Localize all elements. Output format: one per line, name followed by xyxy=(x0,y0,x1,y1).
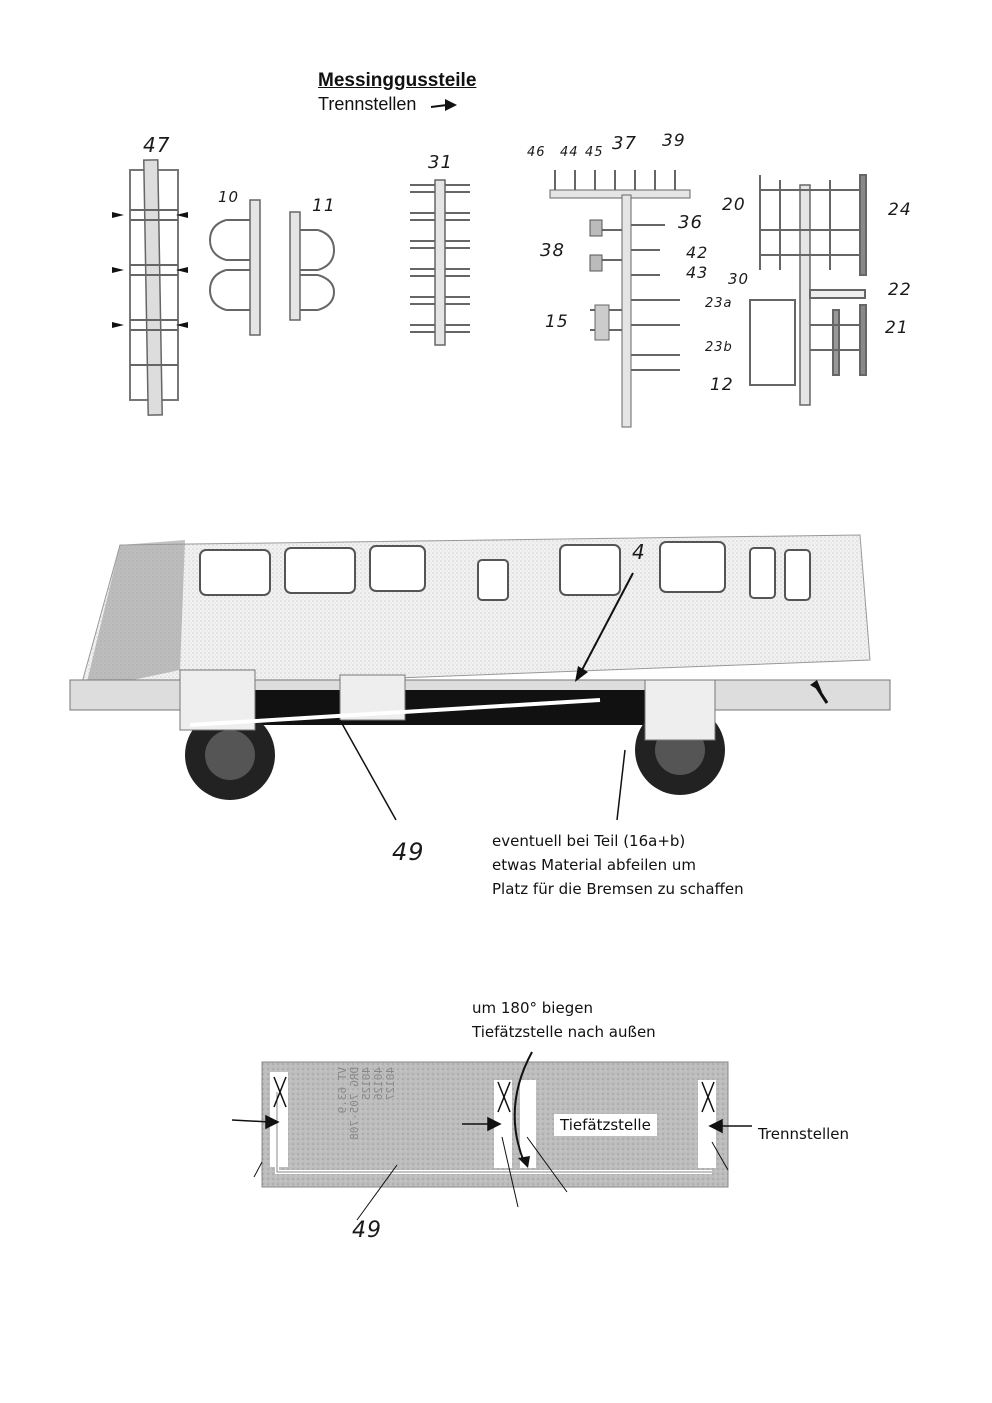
bend-note-line-2: Tiefätzstelle nach außen xyxy=(472,1023,656,1041)
part-label-10: 10 xyxy=(218,188,240,206)
part-label-24: 24 xyxy=(888,200,912,220)
railcar-illustration xyxy=(40,520,920,820)
brake-note-line-3: Platz für die Bremsen zu schaffen xyxy=(492,880,744,898)
part-label-43: 43 xyxy=(686,263,709,282)
part-label-11: 11 xyxy=(312,196,336,216)
part-label-12: 12 xyxy=(710,375,734,395)
part-label-31: 31 xyxy=(428,152,453,173)
sprue-47-drawing xyxy=(110,160,190,420)
part-label-38: 38 xyxy=(540,240,565,261)
railcar-photo xyxy=(40,520,920,820)
bend-note xyxy=(472,996,656,1044)
sprue-10-drawing xyxy=(208,200,268,340)
brake-note-line-1: eventuell bei Teil (16a+b) xyxy=(492,832,686,850)
callout-label-49-photo: 49 xyxy=(392,838,425,866)
brake-note-line-2: etwas Material abfeilen um xyxy=(492,856,697,874)
part-label-21: 21 xyxy=(885,318,909,338)
sprue-frame-drawing xyxy=(745,170,875,410)
part-label-15: 15 xyxy=(545,312,569,332)
part-label-30: 30 xyxy=(728,270,750,288)
sprue-31-drawing xyxy=(405,180,475,350)
part-label-20: 20 xyxy=(722,195,746,215)
part-label-39: 39 xyxy=(662,131,686,151)
deep-etch-label: Tiefätzstelle xyxy=(554,1114,657,1136)
bend-note-line-1: um 180° biegen xyxy=(472,999,593,1017)
sprue-multi-drawing xyxy=(550,165,700,430)
part-label-22: 22 xyxy=(888,280,912,300)
etched-model-text: VT 63.9 DRG 705-708 40125 40126 40127 xyxy=(336,1067,397,1140)
sprue-diagrams xyxy=(0,0,992,440)
part-label-42: 42 xyxy=(686,243,709,262)
part-label-37: 37 xyxy=(612,133,637,154)
part-label-44: 44 xyxy=(560,145,579,160)
brake-note xyxy=(486,828,750,902)
part-label-36: 36 xyxy=(678,212,703,233)
page-title: Messinggussteile xyxy=(318,70,477,91)
separation-points-label: Trennstellen xyxy=(758,1125,850,1143)
subtitle-text: Trennstellen xyxy=(318,94,417,114)
part-label-23b: 23b xyxy=(705,340,733,355)
etch-sheet xyxy=(262,1062,728,1190)
part-label-23a: 23a xyxy=(705,296,733,311)
part-label-46: 46 xyxy=(527,145,546,160)
part-label-47: 47 xyxy=(143,133,171,157)
part-label-45: 45 xyxy=(585,145,604,160)
etch-sheet-drawing xyxy=(262,1062,728,1190)
sprue-11-drawing xyxy=(288,210,338,325)
part-label-49-etch: 49 xyxy=(352,1218,382,1243)
callout-label-4: 4 xyxy=(632,540,646,564)
